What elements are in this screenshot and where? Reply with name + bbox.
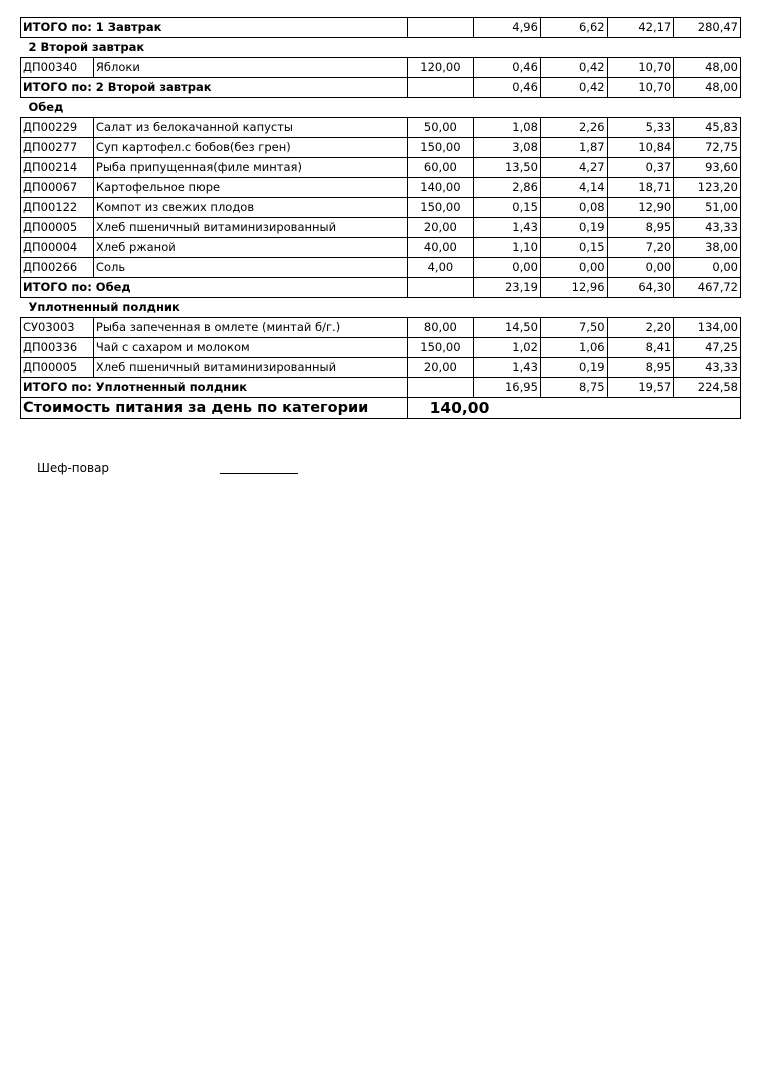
section-total-row <box>21 18 741 38</box>
dish-fat: 4,27 <box>540 158 607 178</box>
dish-kcal: 43,33 <box>674 218 741 238</box>
dish-fat: 1,87 <box>540 138 607 158</box>
dish-kcal: 48,00 <box>674 58 741 78</box>
menu-document <box>20 17 741 419</box>
dish-code: ДП00005 <box>21 218 94 238</box>
table-row <box>21 258 741 278</box>
dish-name: Хлеб пшеничный витаминизированный <box>93 358 407 378</box>
total-label: ИТОГО по: Уплотненный полдник <box>21 378 408 398</box>
dish-kcal: 51,00 <box>674 198 741 218</box>
total-quantity-empty <box>407 278 474 298</box>
dish-protein: 1,02 <box>474 338 541 358</box>
dish-protein: 14,50 <box>474 318 541 338</box>
dish-protein: 1,43 <box>474 218 541 238</box>
table-row <box>21 58 741 78</box>
section-total-row <box>21 78 741 98</box>
table-row <box>21 158 741 178</box>
grand-total-label: Стоимость питания за день по категории <box>21 398 408 419</box>
dish-protein: 0,15 <box>474 198 541 218</box>
total-protein: 4,96 <box>474 18 541 38</box>
table-row <box>21 318 741 338</box>
dish-quantity: 50,00 <box>407 118 474 138</box>
dish-code: ДП00214 <box>21 158 94 178</box>
dish-code: ДП00336 <box>21 338 94 358</box>
dish-carbs: 2,20 <box>607 318 674 338</box>
dish-fat: 4,14 <box>540 178 607 198</box>
dish-kcal: 45,83 <box>674 118 741 138</box>
table-row <box>21 178 741 198</box>
table-row <box>21 218 741 238</box>
dish-fat: 0,15 <box>540 238 607 258</box>
total-kcal: 467,72 <box>674 278 741 298</box>
total-quantity-empty <box>407 378 474 398</box>
table-row <box>21 198 741 218</box>
table-row <box>21 138 741 158</box>
dish-carbs: 8,41 <box>607 338 674 358</box>
dish-protein: 1,10 <box>474 238 541 258</box>
dish-quantity: 150,00 <box>407 198 474 218</box>
table-row <box>21 238 741 258</box>
dish-fat: 2,26 <box>540 118 607 138</box>
dish-protein: 1,08 <box>474 118 541 138</box>
total-label: ИТОГО по: 1 Завтрак <box>21 18 408 38</box>
total-label: ИТОГО по: 2 Второй завтрак <box>21 78 408 98</box>
grand-total-value: 140,00 <box>407 398 740 419</box>
dish-kcal: 47,25 <box>674 338 741 358</box>
dish-carbs: 18,71 <box>607 178 674 198</box>
dish-kcal: 0,00 <box>674 258 741 278</box>
dish-code: ДП00266 <box>21 258 94 278</box>
table-row <box>21 338 741 358</box>
dish-kcal: 93,60 <box>674 158 741 178</box>
dish-fat: 0,19 <box>540 218 607 238</box>
dish-name: Компот из свежих плодов <box>93 198 407 218</box>
dish-name: Чай с сахаром и молоком <box>93 338 407 358</box>
dish-kcal: 43,33 <box>674 358 741 378</box>
dish-code: ДП00122 <box>21 198 94 218</box>
dish-carbs: 0,37 <box>607 158 674 178</box>
dish-kcal: 123,20 <box>674 178 741 198</box>
dish-kcal: 134,00 <box>674 318 741 338</box>
dish-protein: 0,46 <box>474 58 541 78</box>
dish-carbs: 5,33 <box>607 118 674 138</box>
total-carbs: 64,30 <box>607 278 674 298</box>
dish-protein: 1,43 <box>474 358 541 378</box>
dish-quantity: 150,00 <box>407 138 474 158</box>
dish-quantity: 80,00 <box>407 318 474 338</box>
dish-kcal: 38,00 <box>674 238 741 258</box>
total-label: ИТОГО по: Обед <box>21 278 408 298</box>
total-kcal: 48,00 <box>674 78 741 98</box>
dish-fat: 0,19 <box>540 358 607 378</box>
dish-carbs: 10,84 <box>607 138 674 158</box>
dish-protein: 13,50 <box>474 158 541 178</box>
dish-code: ДП00277 <box>21 138 94 158</box>
dish-carbs: 8,95 <box>607 358 674 378</box>
section-header <box>21 98 741 118</box>
dish-quantity: 4,00 <box>407 258 474 278</box>
dish-name: Картофельное пюре <box>93 178 407 198</box>
total-fat: 12,96 <box>540 278 607 298</box>
dish-quantity: 150,00 <box>407 338 474 358</box>
total-carbs: 42,17 <box>607 18 674 38</box>
total-quantity-empty <box>407 18 474 38</box>
total-carbs: 19,57 <box>607 378 674 398</box>
dish-protein: 3,08 <box>474 138 541 158</box>
dish-carbs: 12,90 <box>607 198 674 218</box>
dish-fat: 0,42 <box>540 58 607 78</box>
dish-fat: 0,08 <box>540 198 607 218</box>
dish-code: СУ03003 <box>21 318 94 338</box>
dish-carbs: 0,00 <box>607 258 674 278</box>
table-row <box>21 118 741 138</box>
dish-name: Соль <box>93 258 407 278</box>
signature-line <box>220 473 298 474</box>
section-title: Обед <box>28 100 64 114</box>
total-protein: 0,46 <box>474 78 541 98</box>
section-header <box>21 298 741 318</box>
dish-name: Салат из белокачанной капусты <box>93 118 407 138</box>
section-total-row <box>21 378 741 398</box>
dish-quantity: 60,00 <box>407 158 474 178</box>
dish-name: Рыба запеченная в омлете (минтай б/г.) <box>93 318 407 338</box>
dish-fat: 1,06 <box>540 338 607 358</box>
grand-total-row <box>21 398 741 419</box>
dish-fat: 0,00 <box>540 258 607 278</box>
dish-name: Яблоки <box>93 58 407 78</box>
section-title: Уплотненный полдник <box>28 300 180 314</box>
total-quantity-empty <box>407 78 474 98</box>
section-title: 2 Второй завтрак <box>28 40 145 54</box>
signature-label: Шеф-повар <box>37 461 110 475</box>
dish-quantity: 20,00 <box>407 218 474 238</box>
dish-quantity: 40,00 <box>407 238 474 258</box>
dish-name: Хлеб пшеничный витаминизированный <box>93 218 407 238</box>
dish-code: ДП00005 <box>21 358 94 378</box>
dish-carbs: 10,70 <box>607 58 674 78</box>
dish-quantity: 140,00 <box>407 178 474 198</box>
dish-carbs: 7,20 <box>607 238 674 258</box>
dish-code: ДП00004 <box>21 238 94 258</box>
total-fat: 0,42 <box>540 78 607 98</box>
total-fat: 8,75 <box>540 378 607 398</box>
dish-quantity: 120,00 <box>407 58 474 78</box>
dish-code: ДП00340 <box>21 58 94 78</box>
section-header <box>21 38 741 58</box>
menu-table <box>20 17 741 419</box>
dish-name: Суп картофел.с бобов(без грен) <box>93 138 407 158</box>
dish-name: Хлеб ржаной <box>93 238 407 258</box>
dish-protein: 0,00 <box>474 258 541 278</box>
dish-kcal: 72,75 <box>674 138 741 158</box>
dish-quantity: 20,00 <box>407 358 474 378</box>
dish-protein: 2,86 <box>474 178 541 198</box>
total-kcal: 280,47 <box>674 18 741 38</box>
total-fat: 6,62 <box>540 18 607 38</box>
dish-carbs: 8,95 <box>607 218 674 238</box>
total-protein: 23,19 <box>474 278 541 298</box>
dish-fat: 7,50 <box>540 318 607 338</box>
table-row <box>21 358 741 378</box>
dish-code: ДП00229 <box>21 118 94 138</box>
dish-name: Рыба припущенная(филе минтая) <box>93 158 407 178</box>
section-total-row <box>21 278 741 298</box>
total-kcal: 224,58 <box>674 378 741 398</box>
total-carbs: 10,70 <box>607 78 674 98</box>
total-protein: 16,95 <box>474 378 541 398</box>
dish-code: ДП00067 <box>21 178 94 198</box>
